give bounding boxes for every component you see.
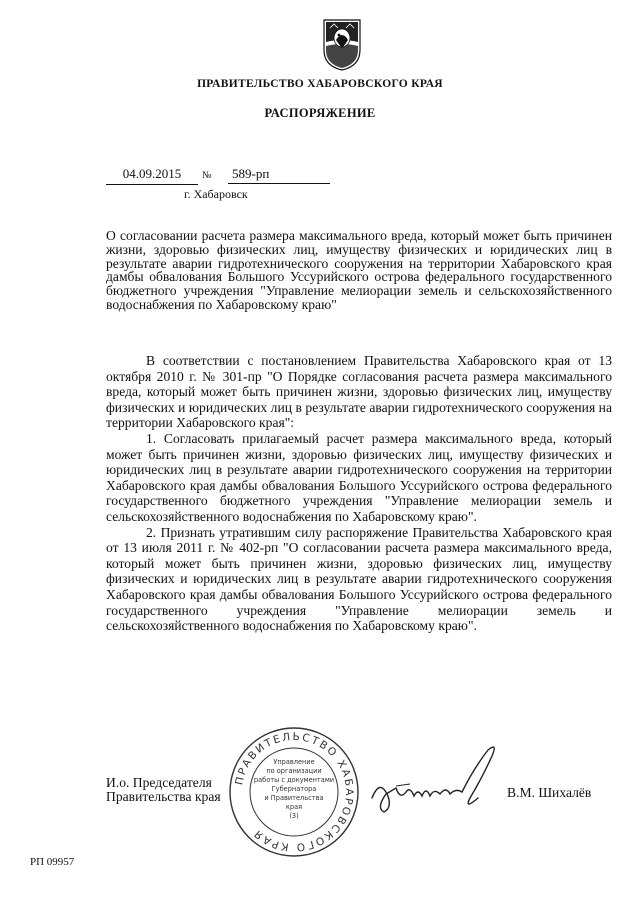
signer-name: В.М. Шихалёв — [507, 785, 592, 800]
seal-center-line: края — [285, 803, 303, 811]
issue-city: г. Хабаровск — [184, 187, 248, 201]
government-title: ПРАВИТЕЛЬСТВО ХАБАРОВСКОГО КРАЯ — [197, 78, 443, 90]
document-body — [106, 353, 612, 634]
document-date: 04.09.2015 — [106, 166, 198, 185]
body-paragraph: В соответствии с постановлением Правительства Хабаровского края от 13 октября 2010 г. № 301-пр "О Порядке согласования расчета размера максимального вреда, который может быть причинен жизни, здоровью физических лиц, имуществу физических и юридических лиц в результате аварии гидротехнического сооружения на территории Хабаровского края": — [106, 353, 612, 431]
seal-center-line: работы с документами — [253, 776, 335, 784]
document-number: 589-рп — [228, 166, 330, 184]
body-paragraph: 1. Согласовать прилагаемый расчет размера максимального вреда, который может быть причинен жизни, здоровью физических лиц, имуществу физических и юридических лиц в результате аварии гидротехнического сооружения на территории Хабаровского края дамбы обвалования Большого Уссурийского острова федерального государственного бюджетного учреждения "Управление мелиорации земель и сельскохозяйственного водоснабжения по Хабаровскому краю". — [106, 430, 612, 524]
seal-center-line: по организации — [266, 767, 322, 775]
signer-position-line: Правительства края — [106, 789, 221, 804]
document-subject: О согласовании расчета размера максимального вреда, который может быть причинен жизни, здоровью физических лиц, имуществу физических и юридических лиц в результате аварии гидротехнического сооружения на территории Хабаровского края дамбы обвалования Большого Уссурийского острова федерального государственного бюджетного учреждения "Управление мелиорации земель и сельскохозяйственного водоснабжения по Хабаровскому краю" — [106, 228, 612, 312]
seal-center-line: и Правительства — [264, 794, 324, 802]
seal-ring-text: ПРАВИТЕЛЬСТВО ХАБАРОВСКОГО КРАЯ — [233, 730, 356, 854]
signer-position-line: И.о. Председателя — [106, 775, 212, 790]
registry-code: РП 09957 — [30, 856, 75, 868]
body-paragraph: 2. Признать утратившим силу распоряжение Правительства Хабаровского края от 13 июля 2011 г. № 402-рп "О согласовании расчета размера максимального вреда, который может быть причинен жизни, здоровью физических лиц, имуществу физических и юридических лиц в результате аварии гидротехнического сооружения Хабаровского края дамбы обвалования Большого Уссурийского острова федерального государственного учреждения "Управление мелиорации земель и сельскохозяйственного водоснабжения по Хабаровскому краю". — [106, 524, 612, 634]
seal-center-line: Губернатора — [271, 785, 317, 793]
handwritten-signature — [366, 738, 506, 818]
seal-center-line: Управление — [273, 758, 315, 766]
khabarovsk-coat-of-arms-icon — [322, 18, 362, 72]
official-seal-stamp — [226, 724, 362, 860]
seal-center-line: (3) — [289, 812, 299, 820]
document-type-title: РАСПОРЯЖЕНИЕ — [264, 106, 376, 120]
number-sign: № — [202, 170, 212, 181]
signer-position — [106, 776, 221, 804]
